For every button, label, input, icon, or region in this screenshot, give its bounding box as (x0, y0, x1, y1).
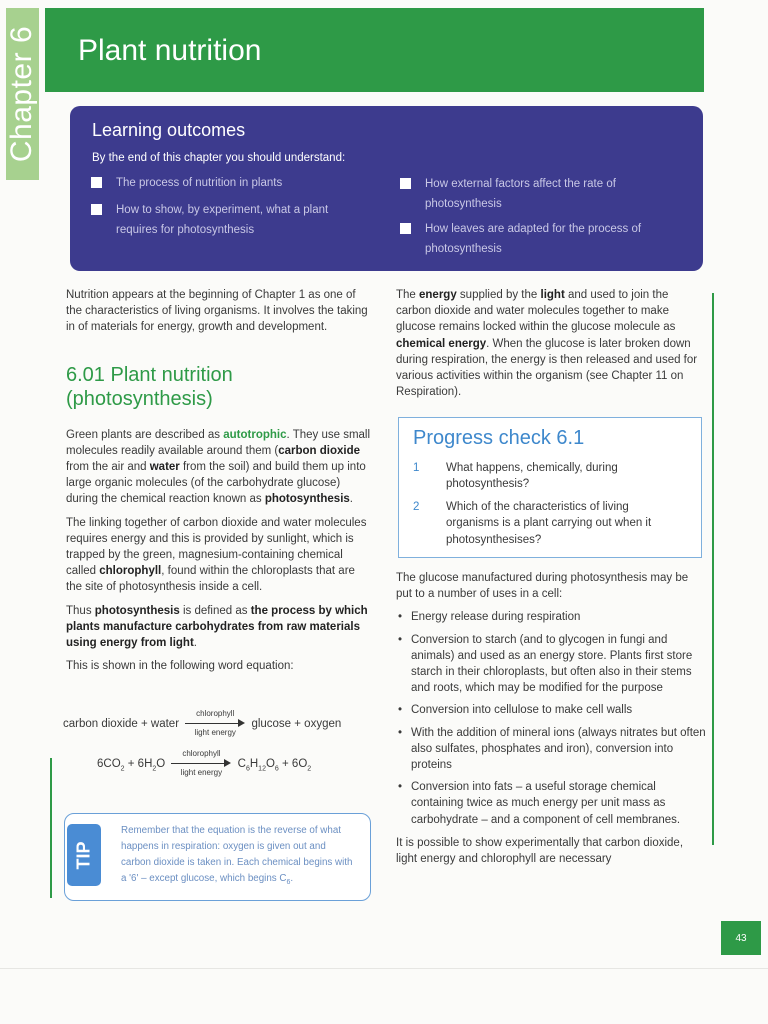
margin-rule (50, 758, 52, 898)
uses-list (396, 609, 706, 827)
margin-rule (712, 293, 714, 845)
word-equation: carbon dioxide + water chlorophyll light energy glucose + oxygen (63, 708, 342, 737)
closing-paragraph: It is possible to show experimentally that carbon dioxide, light energy and chlorophyll are necessary (396, 836, 684, 866)
autotrophic-paragraph: Green plants are described as autotrophic. They use small molecules readily available around them (carbon dioxide from the air and water from the soil) and build them up into large organic molecules (of the carbohydrate glucose) during the chemical reaction known as photosynthesis. (66, 428, 371, 506)
page-number: 43 (721, 921, 761, 955)
uses-intro: The glucose manufactured during photosynthesis may be put to a number of uses in a cell: (396, 572, 689, 601)
right-column (396, 287, 706, 407)
outcome-item: How leaves are adapted for the process of photosynthesis (425, 219, 665, 259)
chapter-tab (6, 8, 39, 180)
outcome-item: The process of nutrition in plants (116, 173, 356, 193)
tip-text: Remember that the equation is the reverse of what happens in respiration: oxygen is given out and carbon dioxide is taken in. Each chemical begins with a '6' – except glucose, which begins $C_6$. (121, 825, 353, 886)
list-item: • With the addition of mineral ions (always nitrates but often also sulfates, phosphates and iron), conversion into proteins (396, 725, 706, 774)
chapter-header (45, 8, 704, 92)
bullet-square-icon (91, 204, 102, 215)
left-column (66, 287, 371, 681)
learning-outcomes-box (70, 106, 703, 271)
progress-check-item: 2 Which of the characteristics of living organisms is a plant carrying out when it photosynthesises? (413, 501, 652, 546)
chapter-label: Chapter 6 (5, 25, 39, 163)
tip-box (64, 813, 371, 901)
equation-intro: This is shown in the following word equation: (66, 660, 294, 673)
outcome-item: How to show, by experiment, what a plant requires for photosynthesis (116, 200, 356, 240)
reaction-arrow-icon: chlorophyll light energy (171, 759, 231, 769)
chlorophyll-paragraph: The linking together of carbon dioxide and water molecules requires energy and this is provided by sunlight, which is trapped by the green, magnesium-containing chemical called chlorophyll, found within the chloroplasts that are the site of photosynthesis inside a cell. (66, 516, 367, 594)
page-title: Plant nutrition (78, 34, 262, 67)
symbol-equation: $6CO_2 + 6H_2O$ chlorophyll light energy $C_6H_{12}O_6 + 6O_2$ (97, 748, 312, 777)
outcome-item: How external factors affect the rate of photosynthesis (425, 174, 665, 214)
energy-paragraph: The energy supplied by the light and used to join the carbon dioxide and water molecules together to make glucose remains locked within the glucose molecule as chemical energy. When the glucose is later broken down during respiration, the energy is then released and used for various activities within the organism (see Chapter 11 on Respiration). (396, 289, 698, 399)
list-item: • Conversion to starch (and to glycogen in fungi and animals) and used as an energy store. Plants first store starch in their chloroplasts, but often also in their stems and roots, which may be modified for the purpose (396, 632, 706, 697)
progress-check-item: 1 What happens, chemically, during photosynthesis? (413, 462, 618, 491)
section-heading: 6.01 Plant nutrition (photosynthesis) (66, 363, 233, 410)
footer-divider (0, 968, 768, 969)
glucose-uses-section (396, 570, 706, 874)
bullet-square-icon (400, 178, 411, 189)
intro-paragraph: Nutrition appears at the beginning of Chapter 1 as one of the characteristics of living organisms. It involves the taking in of materials for energy, growth and development. (66, 289, 368, 334)
bullet-square-icon (91, 177, 102, 188)
list-item: • Conversion into fats – a useful storage chemical containing twice as much energy per unit mass as carbohydrate – and a component of cell membranes. (396, 779, 706, 828)
bullet-square-icon (400, 223, 411, 234)
list-item: • Energy release during respiration (396, 609, 706, 625)
progress-check-title: Progress check 6.1 (413, 427, 585, 449)
learning-outcomes-heading: Learning outcomes (92, 120, 246, 140)
list-item: • Conversion into cellulose to make cell walls (396, 702, 706, 718)
tip-label-tab: TIP (67, 824, 101, 886)
reaction-arrow-icon: chlorophyll light energy (185, 719, 245, 729)
learning-outcomes-intro: By the end of this chapter you should understand: (92, 152, 346, 164)
definition-paragraph: Thus photosynthesis is defined as the process by which plants manufacture carbohydrates from raw materials using energy from light. (66, 604, 368, 650)
progress-check-box (398, 417, 702, 558)
